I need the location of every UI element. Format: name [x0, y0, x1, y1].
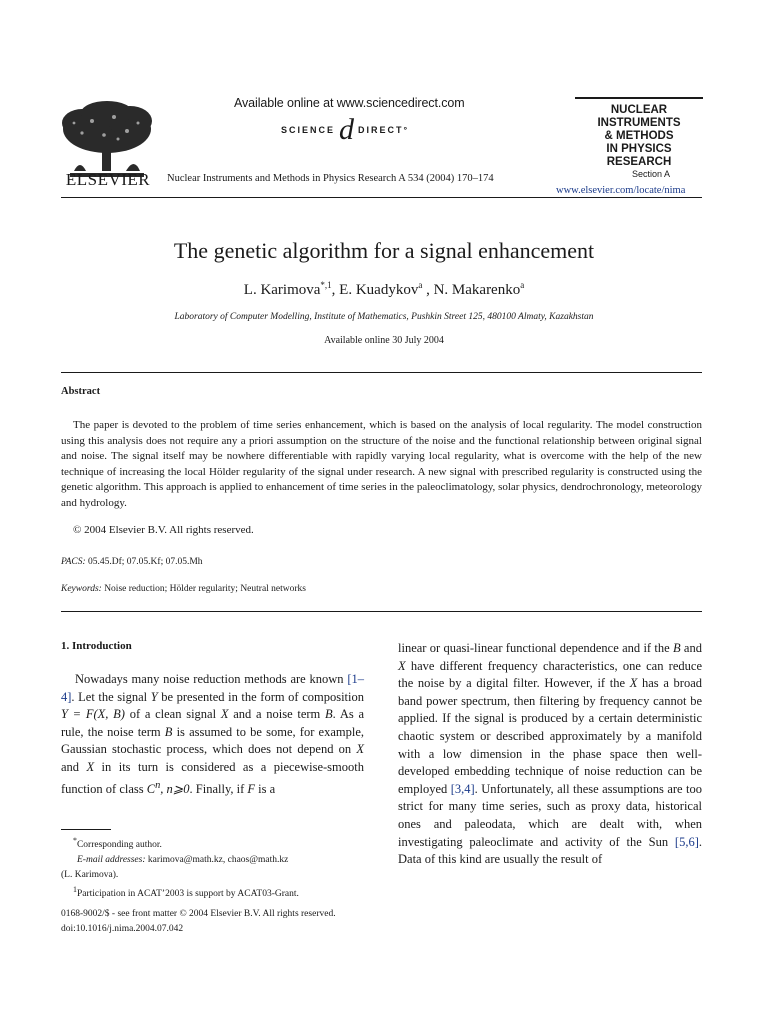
footnote-email: E-mail addresses: karimova@math.kz, chaos@math.kz [77, 854, 289, 865]
footnote-corresponding: *Corresponding author. [73, 836, 162, 851]
sciencedirect-logo [281, 113, 410, 146]
journal-logo-line: INSTRUMENTS [597, 117, 681, 129]
journal-section: Section A [631, 169, 670, 179]
journal-logo [575, 97, 703, 179]
sciencedirect-available-text: Available online at www.sciencedirect.com [234, 96, 465, 110]
sciencedirect-d-icon: d [339, 113, 355, 146]
journal-logo-line: NUCLEAR [610, 104, 668, 116]
keywords-label: Keywords: [61, 584, 102, 594]
citation-link[interactable]: [3,4] [450, 781, 475, 796]
journal-logo-line: RESEARCH [606, 156, 672, 168]
author-name: N. Makarenko [433, 282, 521, 298]
pacs-label: PACS: [61, 557, 86, 567]
intro-paragraph-cont: linear or quasi-linear functional dependence and if the B and X have different frequency characteristics, one can reduce the noise by a digital filter. However, if the X has a broad band power spectrum, then filtering by frequency cannot be applied. If the signal is produced by a certain deterministic chaotic system or described approximately by a manifold with a low dimension in the phase space then well-developed embedding technique of noise reduction can be employed [3,4]. Unfortunately, all these assumptions are too strict for many time series, such as proxy data, historical ones and paleodata, which are dealt with, when investigating paleoclimate and activity of the Sun [5,6]. Data of this kind are usually the result of [398, 641, 703, 867]
author-sup: *,1 [320, 280, 332, 290]
paper-title: The genetic algorithm for a signal enhancement [173, 238, 595, 263]
header-divider [61, 197, 702, 198]
footnote-1: $^1$Participation in ACAT’2003 is support by ACAT03-Grant. [73, 884, 299, 899]
author-sup: a [418, 280, 423, 290]
abstract-divider-top [61, 372, 702, 373]
section-heading: 1. Introduction [61, 640, 132, 652]
abstract-divider-bottom [61, 611, 702, 612]
citation-link[interactable]: [5,6] [674, 834, 699, 849]
author-name: E. Kuadykov [339, 282, 419, 298]
doi-line: doi:10.1016/j.nima.2004.07.042 [61, 923, 184, 934]
available-online-date: Available online 30 July 2004 [324, 335, 444, 346]
abstract-heading: Abstract [61, 386, 101, 397]
author-sup: a [520, 280, 525, 290]
citation-link[interactable]: [1–4] [61, 672, 364, 704]
footnote-divider [61, 829, 111, 830]
publisher-name: ELSEVIER [65, 170, 151, 189]
journal-logo-line: IN PHYSICS [606, 143, 672, 155]
left-column-text [61, 671, 364, 798]
issn-line: 0168-9002/$ - see front matter © 2004 Elsevier B.V. All rights reserved. [61, 909, 336, 919]
footnotes [61, 834, 371, 902]
journal-citation: Nuclear Instruments and Methods in Physics Research A 534 (2004) 170–174 [167, 173, 494, 184]
abstract-body [61, 418, 702, 512]
pacs-value: 05.45.Df; 07.05.Kf; 07.05.Mh [85, 557, 203, 567]
front-matter [61, 907, 336, 937]
pacs-line [61, 557, 203, 567]
footnote-email-cont: (L. Karimova). [61, 869, 119, 880]
abstract-paragraph: The paper is devoted to the problem of time series enhancement, which is based on the analysis of local regularity. The model construction using this analysis does not require any a priori assumption on the structure of the noise and the functional relationship between original signal and noise. The signal itself may be nowhere differentiable with rapidly varying local regularity, what is overcome with the help of the new technique of increasing the local Hölder regularity of the signal under research. A new signal with prescribed regularity is constructed using the genetic algorithm. This approach is applied to enhancement of time series in the paleoclimatology, solar physics, dendrochronology, meteorology and hydrology. [61, 419, 702, 509]
intro-paragraph: Nowadays many noise reduction methods are known [1–4]. Let the signal Y be presented in the form of composition Y = F(X, B) of a clean signal X and a noise term B. As a rule, the noise term B is assumed to be some, for example, Gaussian stochastic process, which does not depend on X and X in its turn is considered as a piecewise-smooth function of class $C^n$, n⩾0. Finally, if F is a [61, 672, 364, 796]
journal-logo-line: & METHODS [604, 130, 674, 142]
sciencedirect-science: SCIENCE [281, 125, 336, 135]
author-name: L. Karimova [243, 282, 321, 298]
author-list: L. Karimova$^{*,1}$, E. Kuadykov$^a$ , N. Makarenko$^a$ [243, 280, 525, 298]
abstract-copyright: © 2004 Elsevier B.V. All rights reserved. [73, 524, 254, 536]
affiliation: Laboratory of Computer Modelling, Institute of Mathematics, Pushkin Street 125, 480100 Almaty, Kazakhstan [174, 312, 594, 322]
journal-logo-title [575, 104, 703, 169]
keywords-value: Noise reduction; Hölder regularity; Neutral networks [101, 584, 307, 594]
sciencedirect-direct: DIRECT° [358, 125, 410, 135]
keywords-line [61, 584, 306, 594]
right-column-text [398, 640, 702, 869]
journal-url-link[interactable]: www.elsevier.com/locate/nima [556, 185, 686, 196]
